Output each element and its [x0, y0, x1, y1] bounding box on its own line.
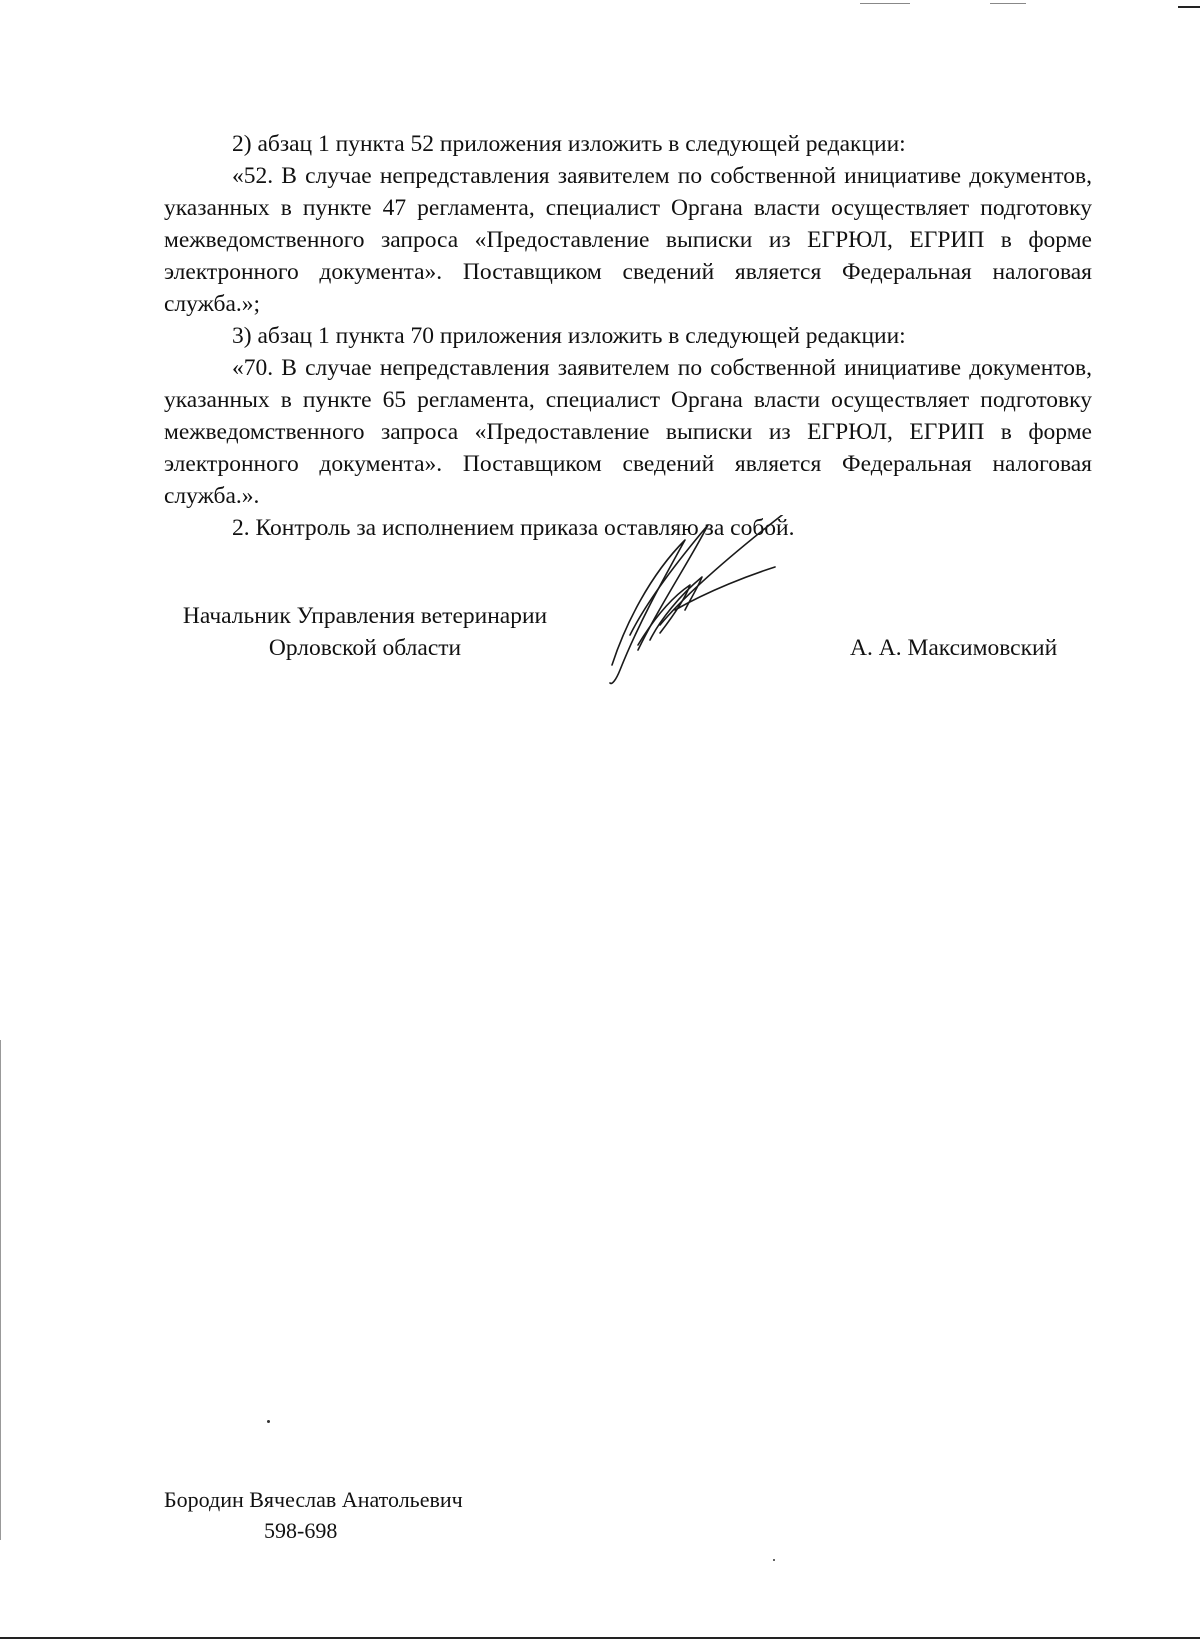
scan-edge-top-mark — [860, 3, 910, 4]
scan-speck — [267, 1420, 270, 1423]
paragraph-control-clause: 2. Контроль за исполнением приказа оставляю за собой. — [232, 515, 795, 541]
scan-edge-top-right — [1178, 6, 1200, 8]
paragraph-amendment-70-text: «70. В случае непредставления заявителем по собственной инициативе документов, указанных в пункте 65 регламента, специалист Органа власти осуществляет подготовку межведомственного запроса «Предоставление выписки из ЕГРЮЛ, ЕГРИП в форме электронного документа». Поставщиком сведений является Федеральная налоговая служба.». — [164, 355, 1092, 509]
executor-name: Бородин Вячеслав Анатольевич — [164, 1487, 463, 1512]
scan-edge-top-mark — [990, 3, 1026, 4]
signatory-title-line1: Начальник Управления ветеринарии — [182, 603, 548, 629]
paragraph-amendment-52-intro: 2) абзац 1 пункта 52 приложения изложить в следующей редакции: — [232, 131, 906, 157]
executor-phone: 598-698 — [264, 1518, 338, 1543]
executor-block — [164, 1484, 463, 1546]
signatory-title — [150, 600, 580, 664]
paragraph-amendment-70-intro: 3) абзац 1 пункта 70 приложения изложить в следующей редакции: — [232, 323, 906, 349]
scan-edge-bottom — [0, 1637, 1200, 1639]
paragraph-amendment-52-text: «52. В случае непредставления заявителем по собственной инициативе документов, указанных в пункте 47 регламента, специалист Органа власти осуществляет подготовку межведомственного запроса «Предоставление выписки из ЕГРЮЛ, ЕГРИП в форме электронного документа». Поставщиком сведений является Федеральная налоговая служба.»; — [164, 163, 1092, 317]
signatory-name: А. А. Максимовский — [850, 635, 1058, 661]
scan-speck — [773, 1559, 775, 1561]
signatory-title-line2: Орловской области — [268, 635, 462, 661]
handwritten-signature-icon — [590, 515, 840, 715]
scan-edge-left — [0, 1040, 1, 1540]
document-body — [164, 128, 1092, 544]
